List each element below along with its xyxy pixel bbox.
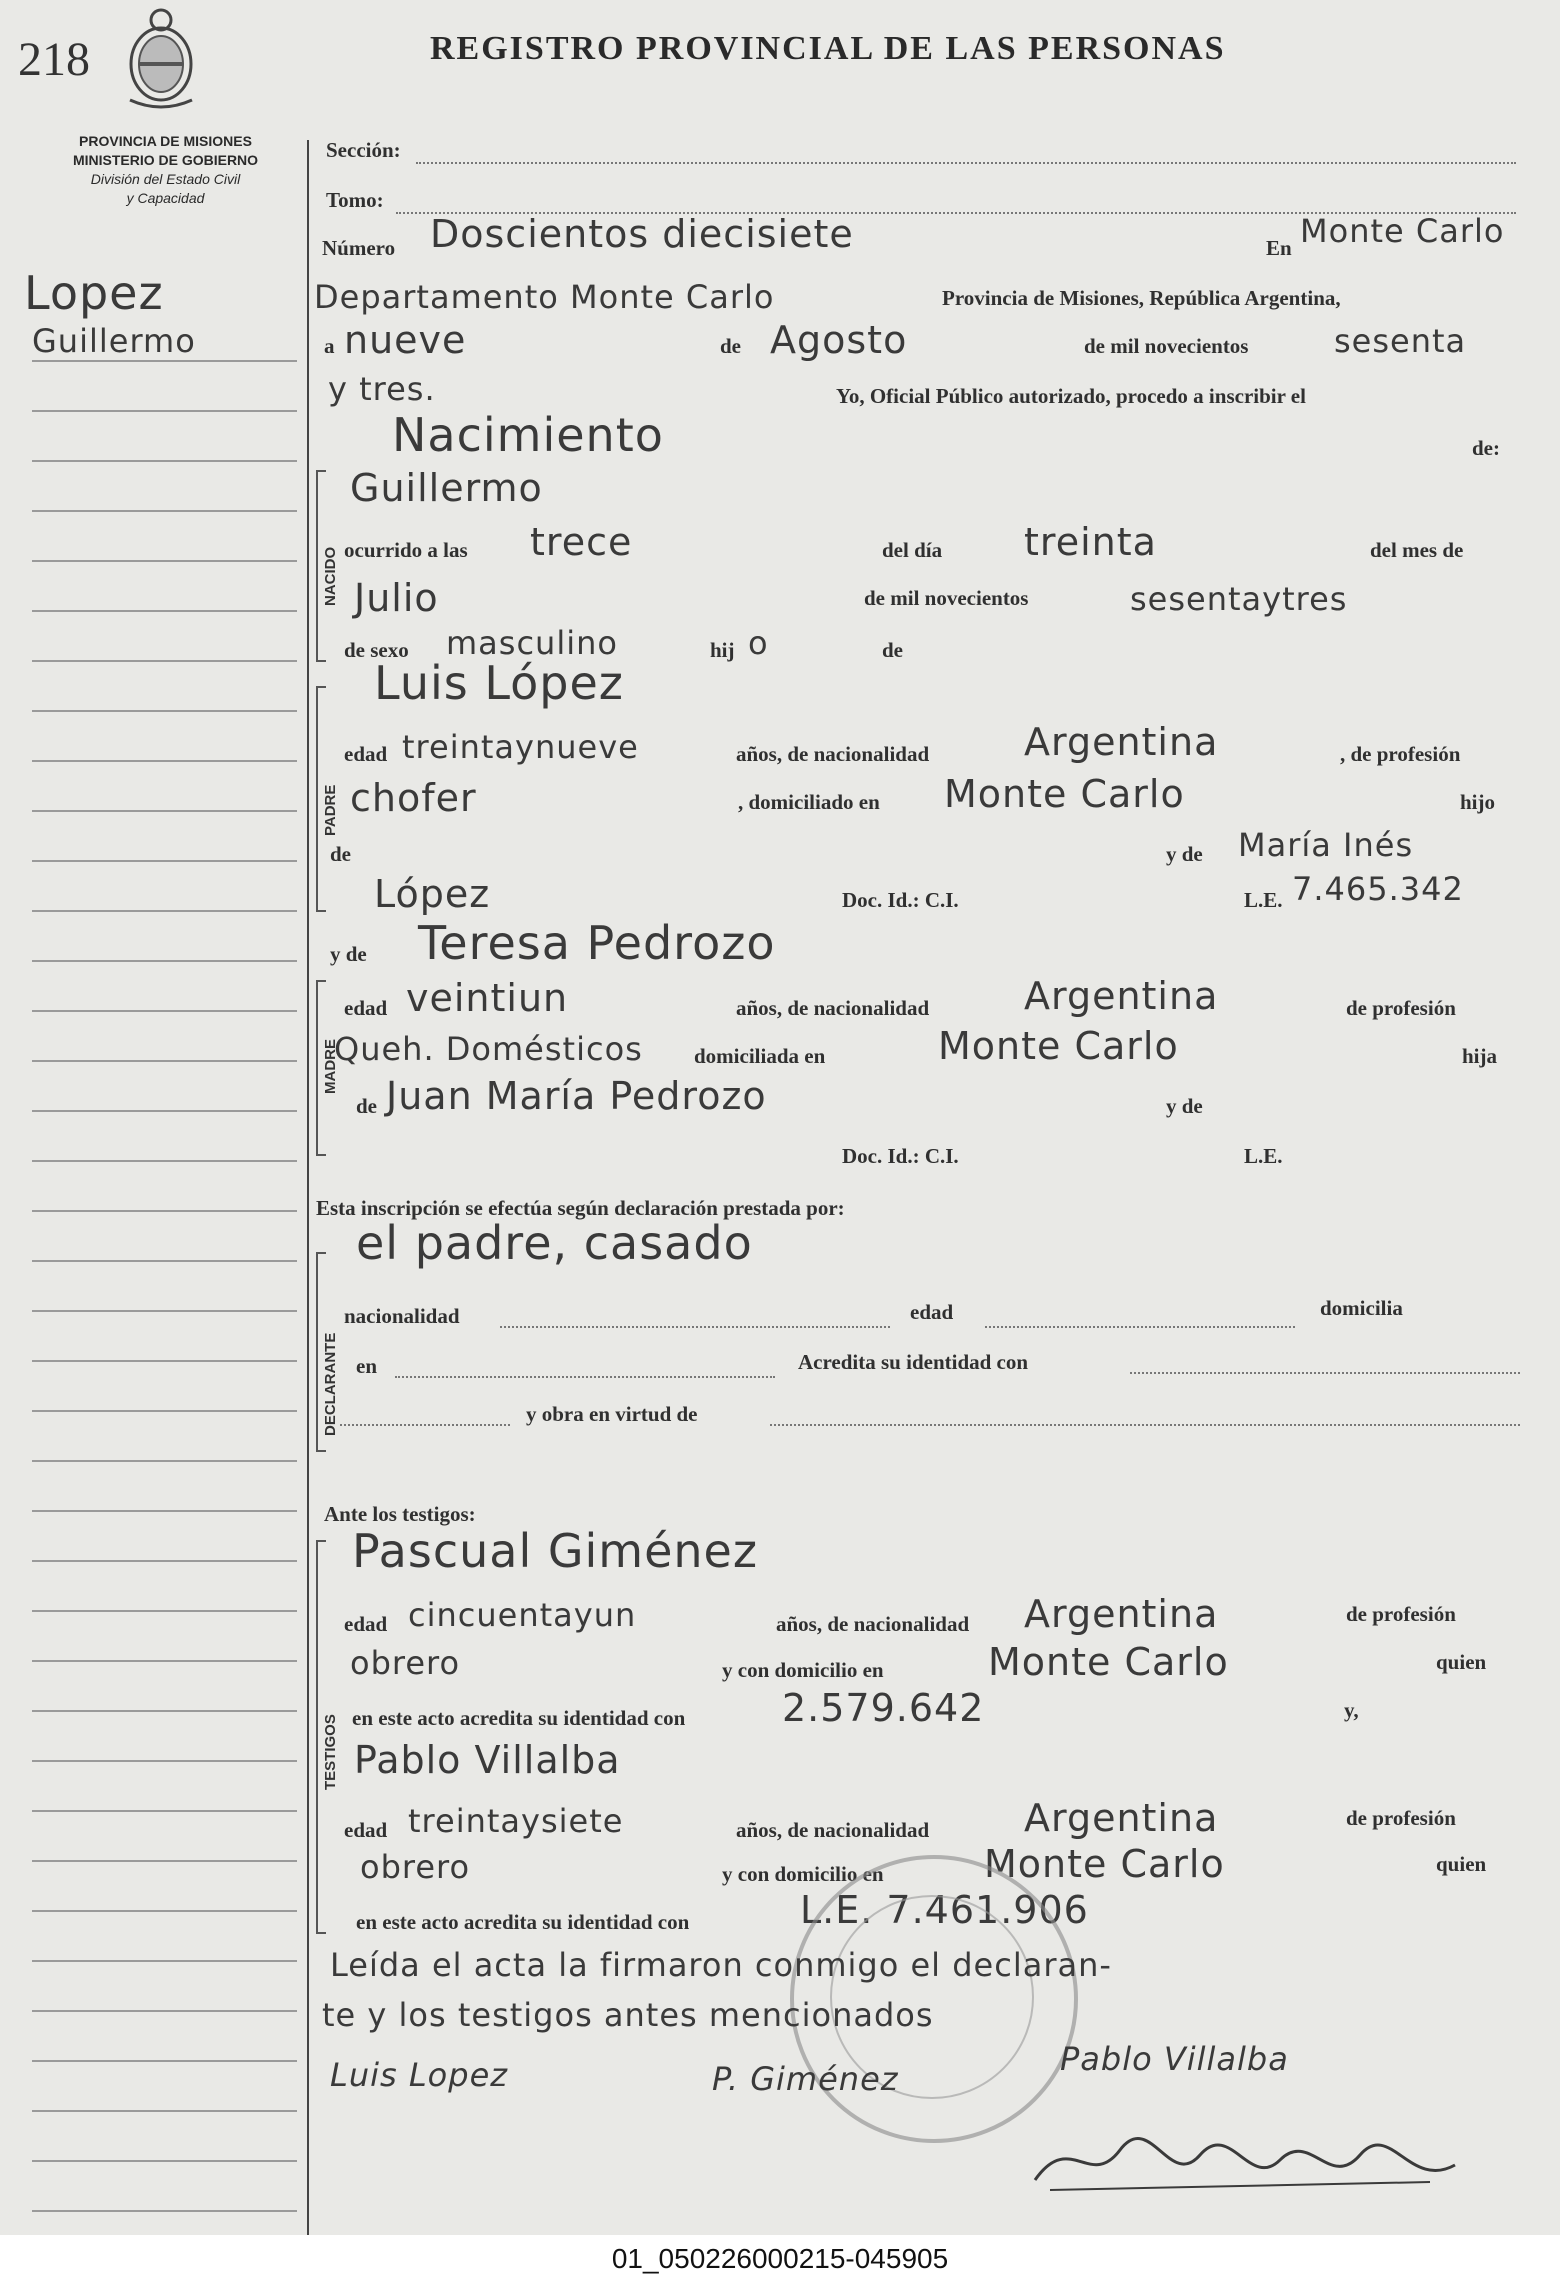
label-con-domicilio: y con domicilio en bbox=[722, 1658, 884, 1682]
side-label-nacido: NACIDO bbox=[322, 546, 339, 606]
label-quien: quien bbox=[1436, 1852, 1487, 1876]
entry-t2-doc: L.E. 7.461.906 bbox=[800, 1888, 1089, 1932]
label-tomo: Tomo: bbox=[326, 188, 384, 212]
margin-given-name: Guillermo bbox=[32, 322, 196, 360]
side-label-madre: MADRE bbox=[322, 1039, 339, 1094]
entry-dia: nueve bbox=[344, 318, 467, 362]
entry-t1-doc: 2.579.642 bbox=[782, 1686, 985, 1730]
dotline bbox=[770, 1424, 1520, 1426]
label-numero: Número bbox=[322, 236, 396, 260]
label-de-profesion: de profesión bbox=[1346, 1806, 1456, 1830]
label-acredita-ident: en este acto acredita su identidad con bbox=[352, 1706, 686, 1730]
entry-t2-dom: Monte Carlo bbox=[984, 1842, 1225, 1886]
label-anios-nac: años, de nacionalidad bbox=[736, 996, 930, 1020]
label-domiciliado: , domiciliado en bbox=[738, 790, 880, 814]
entry-madre: Teresa Pedrozo bbox=[418, 916, 776, 970]
label-ocurrido: ocurrido a las bbox=[344, 538, 468, 562]
label-acredita-ident: en este acto acredita su identidad con bbox=[356, 1910, 690, 1934]
label-de-mil: de mil novecientos bbox=[1084, 334, 1249, 358]
label-doc-id: Doc. Id.: C.I. bbox=[842, 1144, 959, 1168]
label-edad: edad bbox=[344, 742, 388, 766]
entry-t1-nac: Argentina bbox=[1024, 1592, 1219, 1636]
label-edad: edad bbox=[344, 1818, 388, 1842]
entry-t2-prof: obrero bbox=[360, 1848, 471, 1886]
entry-declarante: el padre, casado bbox=[356, 1216, 753, 1270]
entry-mes-nac: Julio bbox=[354, 576, 439, 620]
label-en: en bbox=[356, 1354, 377, 1378]
entry-hora: trece bbox=[530, 520, 633, 564]
dotline bbox=[500, 1326, 890, 1328]
label-domicilia: domicilia bbox=[1320, 1296, 1403, 1320]
entry-lugar: Monte Carlo bbox=[1300, 212, 1505, 250]
label-edad: edad bbox=[910, 1300, 954, 1324]
entry-acto: Nacimiento bbox=[392, 408, 664, 462]
label-de-profesion: de profesión bbox=[1346, 1602, 1456, 1626]
entry-padre-apellido: López bbox=[374, 872, 491, 916]
image-caption: 01_050226000215-045905 bbox=[0, 2235, 1560, 2282]
entry-padre-madre: María Inés bbox=[1238, 826, 1414, 864]
label-anios-nac: años, de nacionalidad bbox=[736, 742, 930, 766]
label-quien: quien bbox=[1436, 1650, 1487, 1674]
entry-closing-2: te y los testigos antes mencionados bbox=[322, 1996, 934, 2034]
agency-line: PROVINCIA DE MISIONES bbox=[79, 133, 252, 149]
side-label-declarante: DECLARANTE bbox=[322, 1332, 339, 1436]
label-edad: edad bbox=[344, 996, 388, 1020]
label-y-de: y de bbox=[1166, 842, 1203, 866]
signature-testigo2: Pablo Villalba bbox=[1060, 2040, 1289, 2078]
label-de: de bbox=[720, 334, 741, 358]
label-y-de: y de bbox=[330, 942, 367, 966]
label-ante: Ante los testigos: bbox=[324, 1502, 476, 1526]
entry-madre-prof: Queh. Domésticos bbox=[334, 1030, 643, 1068]
entry-padre-doc: 7.465.342 bbox=[1292, 870, 1464, 908]
signature-testigo1: P. Giménez bbox=[712, 2060, 899, 2098]
label-de-profesion: , de profesión bbox=[1340, 742, 1461, 766]
dotline bbox=[416, 162, 1516, 164]
label-en: En bbox=[1266, 236, 1292, 260]
agency-line: y Capacidad bbox=[126, 190, 205, 206]
label-hija: hija bbox=[1462, 1044, 1498, 1068]
margin-divider bbox=[307, 140, 309, 2235]
label-domiciliada: domiciliada en bbox=[694, 1044, 826, 1068]
side-label-padre: PADRE bbox=[322, 784, 339, 836]
entry-t2-nac: Argentina bbox=[1024, 1796, 1219, 1840]
label-y-comma: y, bbox=[1344, 1698, 1359, 1722]
label-anios-nac: años, de nacionalidad bbox=[776, 1612, 970, 1636]
entry-t1-edad: cincuentayun bbox=[408, 1596, 637, 1634]
label-de-colon: de: bbox=[1472, 436, 1500, 460]
signature-oficial-icon bbox=[1030, 2120, 1460, 2200]
label-con-domicilio: y con domicilio en bbox=[722, 1862, 884, 1886]
dotline bbox=[1130, 1372, 1520, 1374]
entry-padre-edad: treintaynueve bbox=[402, 728, 639, 766]
label-oficial: Yo, Oficial Público autorizado, procedo a inscribir el bbox=[836, 384, 1306, 408]
entry-anio2: y tres. bbox=[328, 370, 436, 408]
entry-padre: Luis López bbox=[374, 656, 624, 710]
entry-t1-dom: Monte Carlo bbox=[988, 1640, 1229, 1684]
label-edad: edad bbox=[344, 1612, 388, 1636]
entry-testigo2: Pablo Villalba bbox=[354, 1738, 621, 1782]
agency-line: MINISTERIO DE GOBIERNO bbox=[72, 152, 259, 168]
agency-stamp bbox=[28, 132, 303, 208]
dotline bbox=[985, 1326, 1295, 1328]
entry-padre-nac: Argentina bbox=[1024, 720, 1219, 764]
entry-madre-dom: Monte Carlo bbox=[938, 1024, 1179, 1068]
label-de-mil-nov: de mil novecientos bbox=[864, 586, 1029, 610]
coat-of-arms-icon bbox=[118, 4, 204, 116]
label-sexo: de sexo bbox=[344, 638, 409, 662]
agency-line: División del Estado Civil bbox=[90, 171, 241, 187]
label-le: L.E. bbox=[1244, 1144, 1283, 1168]
label-de-profesion: de profesión bbox=[1346, 996, 1456, 1020]
side-label-testigos: TESTIGOS bbox=[322, 1714, 339, 1790]
entry-madre-padre: Juan María Pedrozo bbox=[386, 1074, 767, 1118]
entry-hij-suffix: o bbox=[748, 624, 769, 662]
label-a: a bbox=[324, 334, 335, 358]
entry-padre-prof: chofer bbox=[350, 776, 477, 820]
entry-closing-1: Leída el acta la firmaron conmigo el declaran- bbox=[330, 1946, 1112, 1984]
page-title: REGISTRO PROVINCIAL DE LAS PERSONAS bbox=[430, 30, 1226, 67]
entry-nombre: Guillermo bbox=[350, 466, 543, 510]
entry-anio-nac: sesentaytres bbox=[1130, 580, 1348, 618]
label-le: L.E. bbox=[1244, 888, 1283, 912]
entry-padre-dom: Monte Carlo bbox=[944, 772, 1185, 816]
entry-t1-prof: obrero bbox=[350, 1644, 461, 1682]
label-hij: hij bbox=[710, 638, 735, 662]
label-anios-nac: años, de nacionalidad bbox=[736, 1818, 930, 1842]
label-seccion: Sección: bbox=[326, 138, 401, 162]
entry-anio: sesenta bbox=[1334, 322, 1467, 360]
entry-t2-edad: treintaysiete bbox=[408, 1802, 624, 1840]
entry-mes: Agosto bbox=[770, 318, 908, 362]
page-number: 218 bbox=[18, 33, 90, 86]
label-de: de bbox=[882, 638, 903, 662]
label-del-mes: del mes de bbox=[1370, 538, 1464, 562]
entry-testigo1: Pascual Giménez bbox=[352, 1524, 758, 1578]
entry-sexo: masculino bbox=[446, 624, 618, 662]
label-obra: y obra en virtud de bbox=[526, 1402, 698, 1426]
label-de: de bbox=[356, 1094, 377, 1118]
label-hijo: hijo bbox=[1460, 790, 1496, 814]
dotline bbox=[395, 1376, 775, 1378]
entry-dia-nac: treinta bbox=[1024, 520, 1157, 564]
label-del-dia: del día bbox=[882, 538, 943, 562]
dotline bbox=[340, 1424, 510, 1426]
label-acredita: Acredita su identidad con bbox=[798, 1350, 1029, 1374]
margin-surname: Lopez bbox=[24, 266, 164, 320]
entry-numero: Doscientos diecisiete bbox=[430, 212, 854, 256]
entry-madre-edad: veintiun bbox=[406, 976, 569, 1020]
label-inscripcion: Esta inscripción se efectúa según declaración prestada por: bbox=[316, 1196, 845, 1220]
label-doc-id: Doc. Id.: C.I. bbox=[842, 888, 959, 912]
entry-madre-nac: Argentina bbox=[1024, 974, 1219, 1018]
label-y-de: y de bbox=[1166, 1094, 1203, 1118]
label-de: de bbox=[330, 842, 351, 866]
label-nacionalidad: nacionalidad bbox=[344, 1304, 460, 1328]
signature-declarante: Luis Lopez bbox=[330, 2056, 509, 2094]
entry-departamento: Departamento Monte Carlo bbox=[314, 278, 775, 316]
label-provincia: Provincia de Misiones, República Argentina, bbox=[942, 286, 1341, 310]
